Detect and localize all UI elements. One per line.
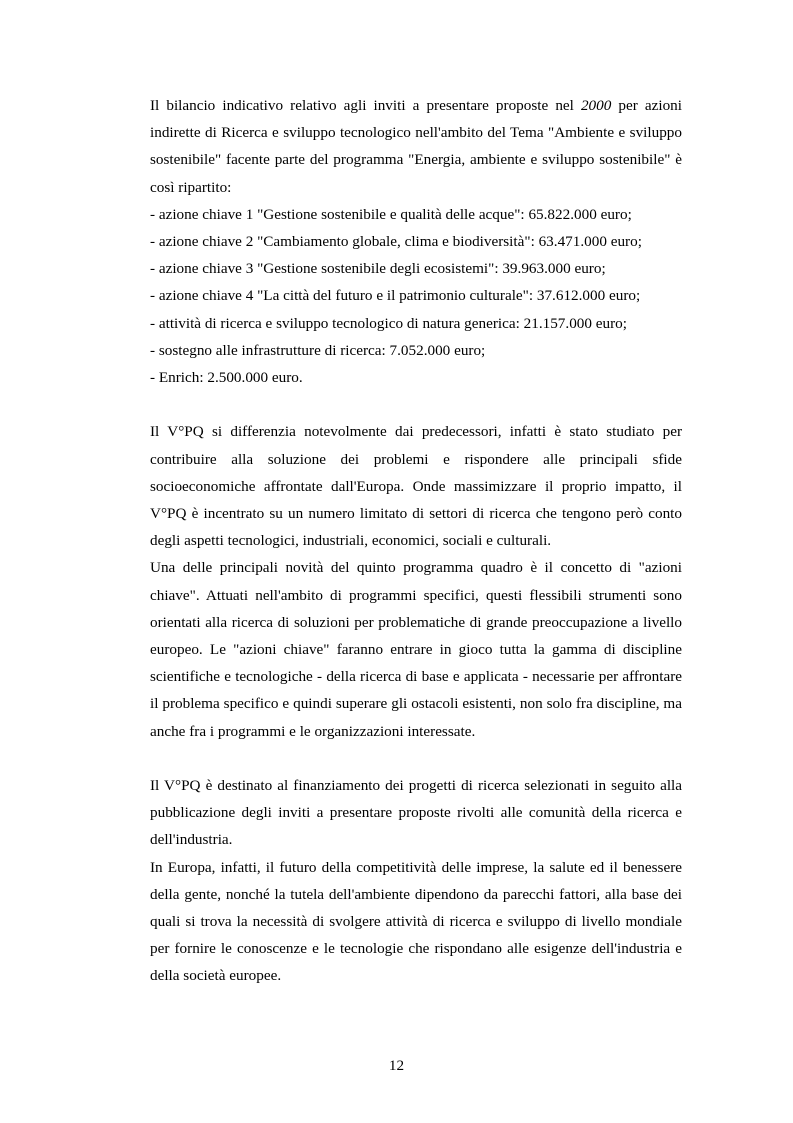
budget-item: - azione chiave 3 "Gestione sostenibile degli ecosistemi": 39.963.000 euro; [150,260,606,278]
budget-intro-text-start: Il bilancio indicativo relativo agli inviti a presentare proposte nel [150,97,581,114]
budget-list [150,201,682,391]
key-actions-paragraph: Una delle principali novità del quinto programma quadro è il concetto di "azioni chiave". Attuati nell'ambito di programmi specifici, questi flessibili strumenti sono orientati alla ricerca di soluzioni per problematiche di grande preoccupazione a livello europeo. Le "azioni chiave" faranno entrare in gioco tutta la gamma di discipline scientifiche e tecnologiche - della ricerca di base e applicata - necessarie per affrontare il problema specifico e quindi superare gli ostacoli esistenti, non solo fra discipline, ma anche fra i programmi e le organizzazioni interessate. [150,559,682,740]
budget-item: - azione chiave 2 "Cambiamento globale, clima e biodiversità": 63.471.000 euro; [150,233,642,251]
europe-paragraph: In Europa, infatti, il futuro della competitività delle imprese, la salute ed il benessere della gente, nonché la tutela dell'ambiente dipendono da parecchi fattori, alla base dei quali si trova la necessità di svolgere attività di ricerca e sviluppo di livello mondiale per fornire le conoscenze e le tecnologie che rispondano alle esigenze dell'industria e della società europee. [150,858,682,985]
budget-item: - Enrich: 2.500.000 euro. [150,369,303,387]
budget-intro-text-end: per azioni indirette di Ricerca e sviluppo tecnologico nell'ambito del Tema "Ambiente e sviluppo sostenibile" facente parte del programma "Energia, ambiente e sviluppo sostenibile" è così ripartito: [150,97,682,196]
funding-paragraph: Il V°PQ è destinato al finanziamento dei progetti di ricerca selezionati in seguito alla pubblicazione degli inviti a presentare proposte rivolti alle comunità della ricerca e dell'industria. [150,777,682,849]
budget-item: - sostegno alle infrastrutture di ricerca: 7.052.000 euro; [150,341,486,359]
budget-intro-year: 2000 [580,97,612,114]
vpq-differs-paragraph: Il V°PQ si differenzia notevolmente dai predecessori, infatti è stato studiato per contribuire alla soluzione dei problemi e rispondere alle principali sfide socioeconomiche affrontate dall'Europa. Onde massimizzare il proprio impatto, il V°PQ è incentrato su un numero limitato di settori di ricerca che tengono però conto degli aspetti tecnologici, industriali, economici, sociali e culturali. [150,423,682,550]
budget-item: - azione chiave 4 "La città del futuro e il patrimonio culturale": 37.612.000 euro; [150,287,641,305]
budget-intro-paragraph [150,92,682,201]
page-number: 12 [388,1057,405,1074]
budget-item: - azione chiave 1 "Gestione sostenibile e qualità delle acque": 65.822.000 euro; [150,205,632,223]
paragraph-spacer [150,745,682,772]
budget-item: - attività di ricerca e sviluppo tecnologico di natura generica: 21.157.000 euro; [150,314,627,332]
paragraph-spacer [150,391,682,418]
page-body [150,92,682,990]
